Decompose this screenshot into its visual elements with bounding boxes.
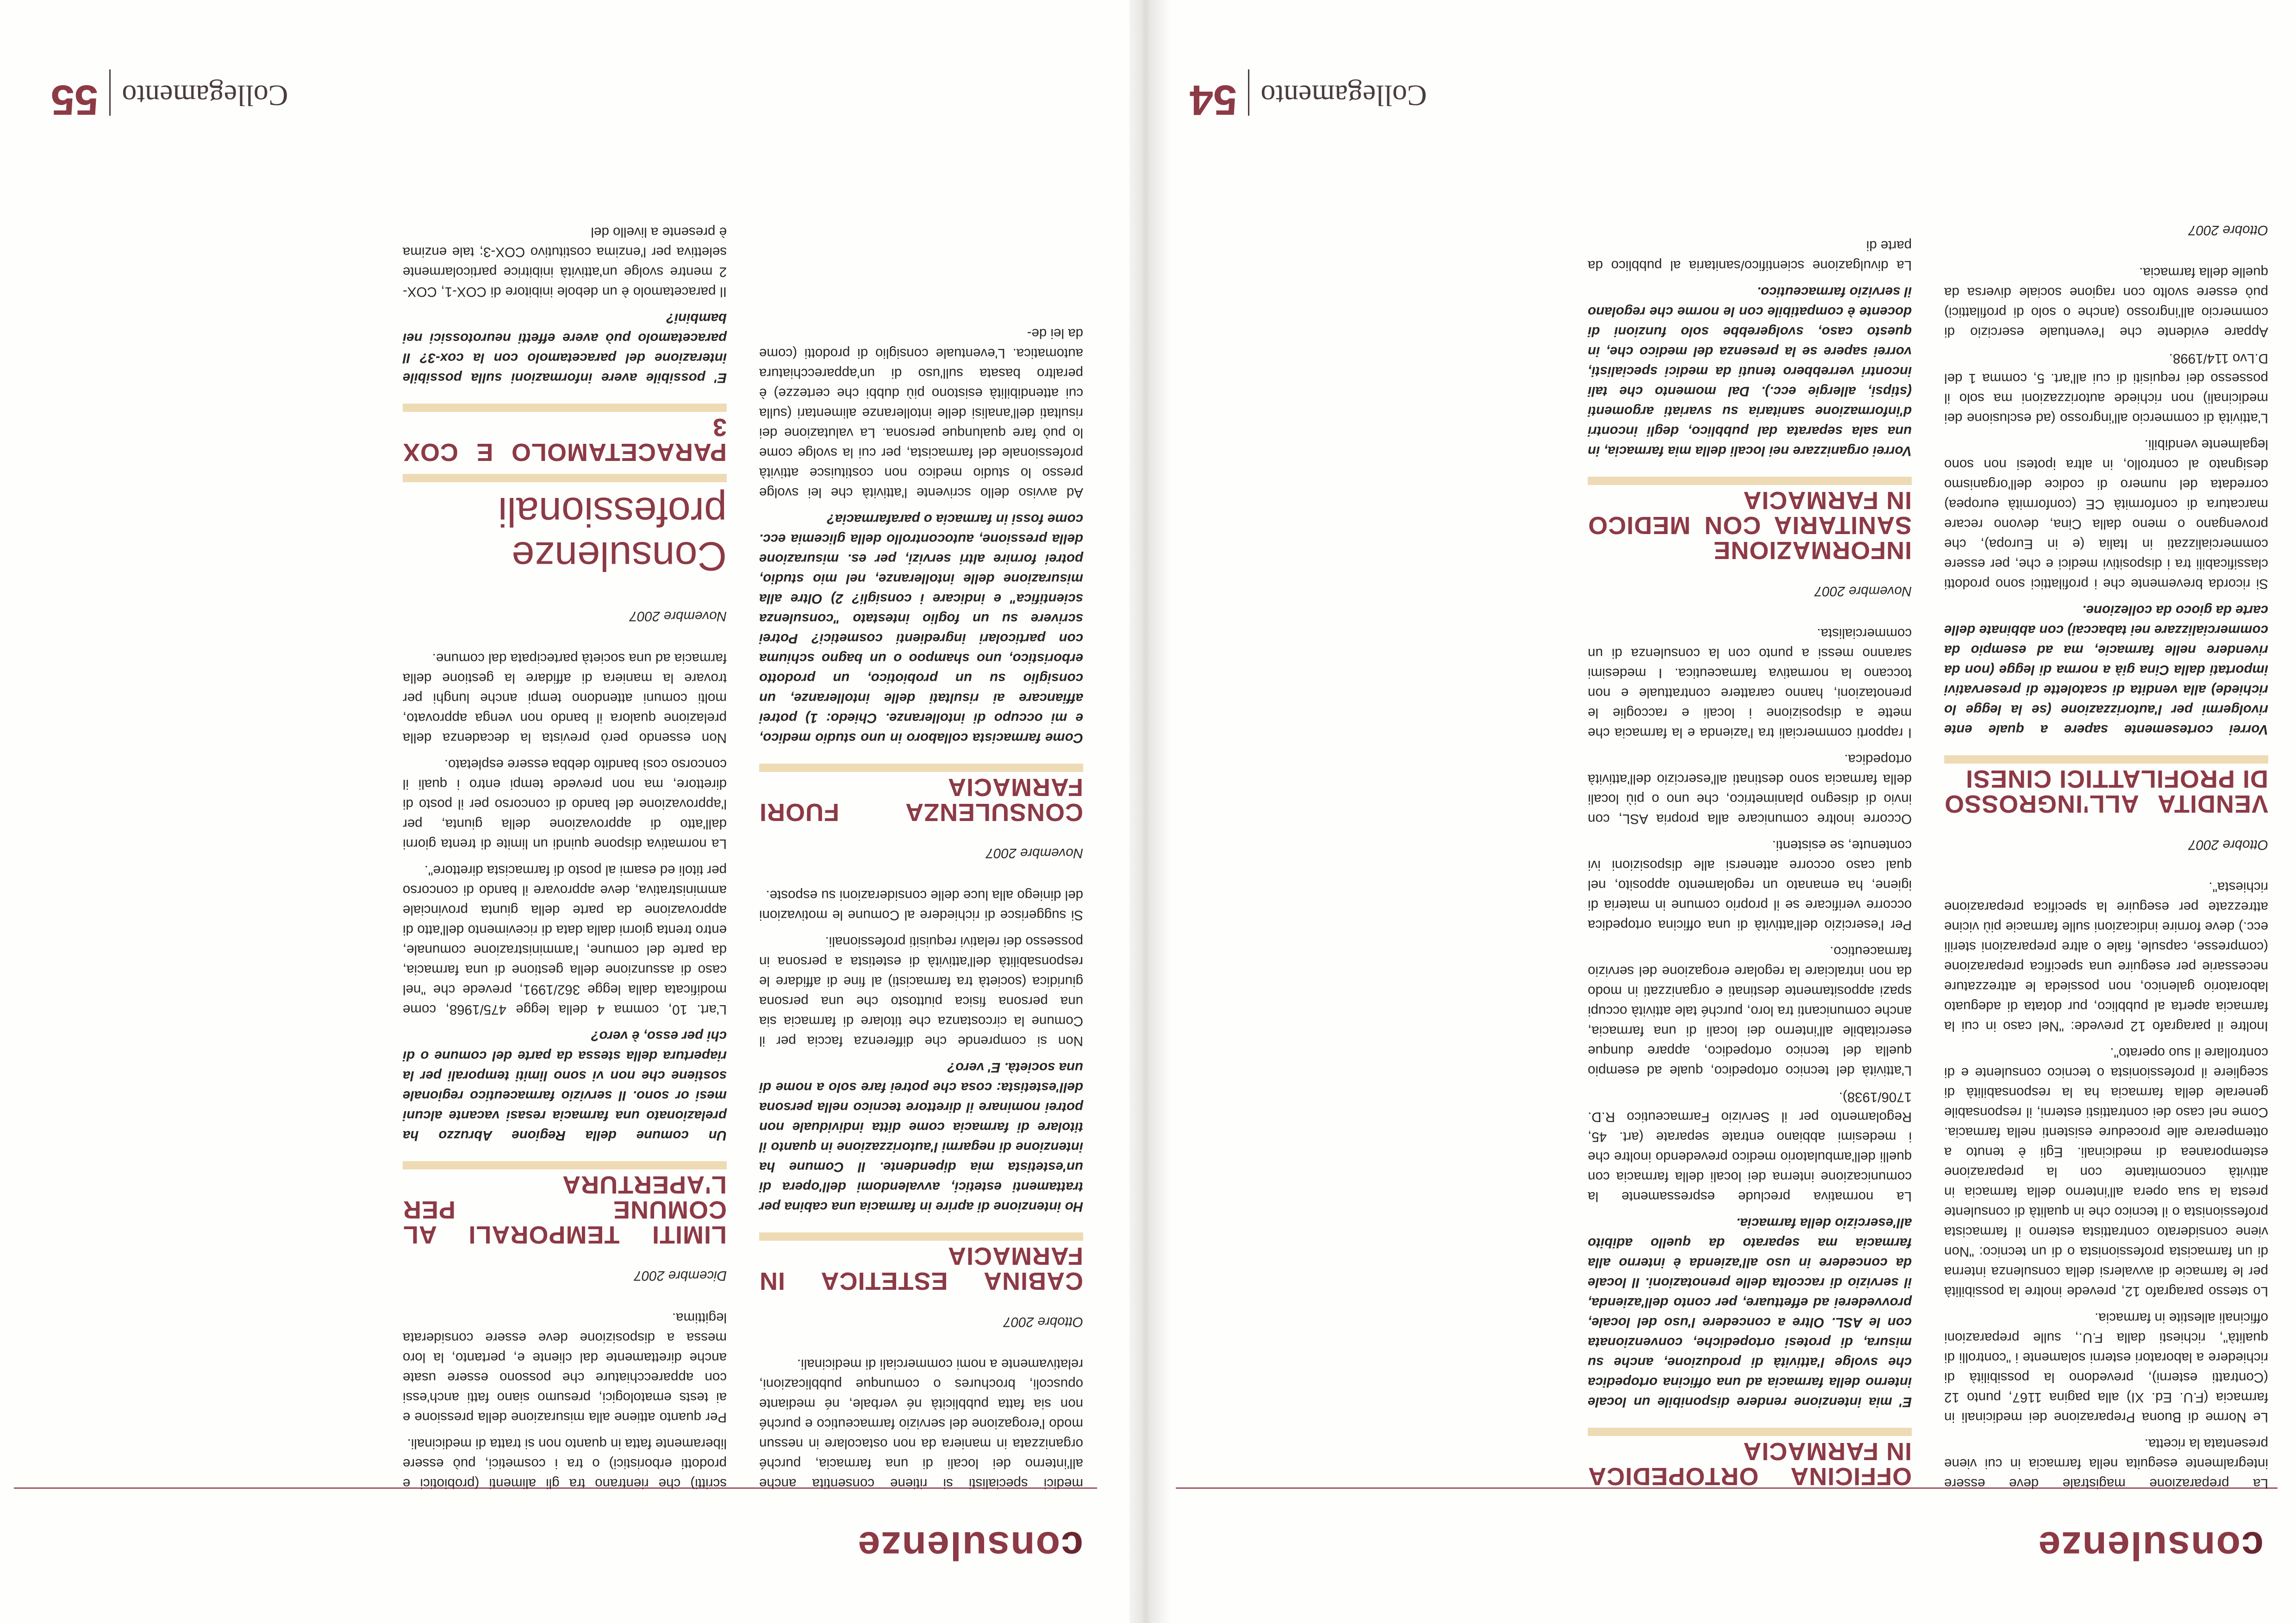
page-number: 55 xyxy=(51,76,99,124)
paragraph: Le Norme di Buona Preparazione dei medicinali in farmacia (F.U. Ed. XI) alla pagina 1167, punto 12 (Contratti esterni), prevedono la possibilità di richiedere a laboratori esterni solamente i "controlli di qualità", richiesti dalla F.U., sulle preparazioni officinali allestite in farmacia. xyxy=(1944,1310,2268,1425)
magazine-name: Collegamento xyxy=(122,79,288,112)
reader-question: Come farmacista collaboro in uno studio medico, e mi occupo di intolleranze. Chiedo: 1) potrei affiancare ai risultati delle intolleranze, un consiglio su un probiotico, un prodotto erboristico, uno shampoo o un bagno schiuma con particolari ingredienti cosmetici? Potrei scrivere su un foglio intestato "consulenza scientifica" e indicare i consigli? 2) Oltre alla misurazione delle intolleranze, nel mio studio, potrei fornire altri servizi, per es. misurazione della pressione, autocontrollo della glicemia ecc. come fossi in farmacia o parafarmacia? xyxy=(759,511,1083,746)
article-heading: PARACETAMOLO E COX 3 xyxy=(403,404,727,465)
column-2 xyxy=(1588,105,1912,1493)
reader-question: Vorrei organizzare nei locali della mia farmacia, in una sala separata dal pubblico, degli incontri d'informazione sanitaria su svariati argomenti (stipsi, allergie ecc.). Dal momento che tali incontri verrebbero tenuti da medici specialisti, vorrei sapere se la presenza del medico che, in questo caso, svolgerebbe solo funzioni di docente è compatibile con le norme che regolano il servizio farmaceutico. xyxy=(1588,284,1912,459)
paragraph: Si suggerisce di richiedere al Comune le motivazioni del diniego alla luce delle considerazioni su esposte. xyxy=(759,888,1083,923)
paragraph: scritti) che rientrano tra gli alimenti (probiotici e prodotti erboristici) o tra i cosmetici, può essere liberamente fatta in quanto non si tratta di medicinali. xyxy=(403,1436,727,1491)
reader-question: Vorrei cortesemente sapere a quale ente rivolgermi per l'autorizzazione (se la legge lo richiede) alla vendita di scatolette di preservativi importati dalla Cina già a norma di legge (non da rivendere nelle farmacie, ma ad esempio da commercializzare nei tabaccai) con abbinate delle carte da gioco da collezione. xyxy=(1944,603,2268,737)
paragraph: Occorre inoltre comunicare alla propria ASL, con invio di disegno planimetrico, che uno o più locali della farmacia sono destinati all'esercizio dell'attività ortopedica. xyxy=(1588,752,1912,827)
paragraph: Non si comprende che differenza faccia per il Comune la circostanza che titolare di farmacia sia una persona fisica piuttosto che una persona giuridica (società tra farmacisti) al fine di affidare le responsabilità dell'attività di estetista a persona in possesso dei relativi requisiti professionali. xyxy=(759,934,1083,1049)
paragraph: La divulgazione scientifico/sanitaria al pubblico da parte di xyxy=(1588,238,1912,273)
paragraph: L'art. 10, comma 4 della legge 475/1968, come modificata dalla legge 362/1991, prevede che "nel caso di assunzione della gestione di una farmacia, da parte del comune, l'amministrazione comunale, entro trenta giorni dalla data di ricevimento dell'atto di approvazione da parte della giunta provinciale amministrativa, deve approvare il bando di concorso per titoli ed esami al posto di farmacista direttore". xyxy=(403,863,727,1017)
article-heading: LIMITI TEMPORALI AL COMUNE PER L'APERTURA xyxy=(403,1161,727,1247)
reader-question: Ho intenzione di aprire in farmacia una cabina per trattamenti estetici, avvalendomi dell'opera di un'estetista mia dipendente. Il Comune ha intenzione di negarmi l'autorizzazione in quanto il titolare di farmacia come ditta individuale non potrei nominare il direttore tecnico nella persona dell'estetista: cosa che potrei fare solo a nome di una società. E' vero? xyxy=(759,1060,1083,1214)
article-date: Novembre 2007 xyxy=(986,846,1083,861)
magazine-name: Collegamento xyxy=(1260,79,1427,112)
page-number: 54 xyxy=(1190,76,1237,124)
footer-divider xyxy=(1248,69,1249,116)
paragraph: Appare evidente che l'eventuale esercizio di commercio all'ingrosso (anche o solo di profilattici) può essere svolto con ragione sociale diversa da quelle della farmacia. xyxy=(1944,265,2268,340)
reader-question: E' possibile avere informazioni sulla possibile interazione del paracetamolo con la cox-3? Il paracetamolo può avere effetti neurotossici nei bambini? xyxy=(403,311,727,386)
paragraph: medici specialisti si ritiene consentita anche all'interno dei locali di una farmacia, purché organizzata in maniera da non ostacolare in nessun modo l'erogazione del servizio farmaceutico e purché non sia fatta pubblicità né verbale, né mediante opuscoli, brochures o comunque pubblicazioni, relativamente a nomi commerciali di medicinali. xyxy=(759,1356,1083,1491)
reader-question: Un comune della Regione Abruzzo ha prelazionato una farmacia resasi vacante alcuni mesi or sono. Il servizio farmaceutico regionale sostiene che non vi sono limiti temporali per la riapertura della stessa da parte del comune o di chi per esso, è vero? xyxy=(403,1028,727,1143)
section-title: Consulenze professionali xyxy=(403,474,727,578)
article-date: Dicembre 2007 xyxy=(634,1268,727,1283)
paragraph: Si ricorda brevemente che i profilattici sono prodotti classificabili tra i dispositivi medici e che, per essere commercializzati in Italia (e in Europa), che provengano o meno dalla Cina, devono recare marcatura di conformità CE (conformità europea) corredata del numero di codice dell'organismo designato al controllo, in altra ipotesi non sono legalmente vendibili. xyxy=(1944,437,2268,591)
reader-question: E' mia intenzione rendere disponibile un locale interno della farmacia ad una officina ortopedica che svolge l'attività di produzione, anche su misura, di protesi ortopediche, convenzionata con le ASL. Oltre a concedere l'uso del locale, provvederei ad effettuare, per conto dell'azienda, il servizio di raccolta delle prenotazioni. Il locale da concedere in uso all'azienda è interno alla farmacia ma separato da quello adibito all'esercizio della farmacia. xyxy=(1588,1215,1912,1410)
page-footer xyxy=(51,69,288,124)
paragraph: La preparazione magistrale deve essere integralmente eseguita nella farmacia in cui viene presentata la ricetta. xyxy=(1944,1436,2268,1491)
paragraph: La normativa preclude espressamente la comunicazione interna dei locali della farmacia con quelli dell'ambulatorio medico prevedendo inoltre che i medesimi abbiano entrate separate (art. 45, Regolamento per il Servizio Farmaceutico R.D. 1706/1938). xyxy=(1588,1089,1912,1204)
page-54 xyxy=(1162,0,2296,1623)
paragraph: I rapporti commerciali tra l'azienda e la farmacia che mette a disposizione i locali e raccoglie le prenotazioni, hanno carattere contrattuale e non toccano la normativa farmaceutica. I medesimi saranno messi a punto con la consulenza di un commercialista. xyxy=(1588,626,1912,740)
paragraph: Per quanto attiene alla misurazione della pressione e ai tests ematologici, presumo siano fatti anch'essi con apparecchiature che possono essere usate anche direttamente dal cliente e, pertanto, la loro messa a disposizione deve essere considerata legittima. xyxy=(403,1310,727,1425)
section-label-text: onsulenze xyxy=(857,1524,1061,1568)
footer-divider xyxy=(109,69,111,116)
article-heading: CABINA ESTETICA IN FARMACIA xyxy=(759,1232,1083,1293)
article-date: Ottobre 2007 xyxy=(2188,223,2268,238)
article-date: Ottobre 2007 xyxy=(1003,1314,1083,1330)
paragraph: Ad avviso dello scrivente l'attività che lei svolge presso lo studio medico non costituisce attività professionale del farmacista, per cui la svolge come lo può fare qualunque persona. La valutazione dei risultati dell'analisi delle intolleranze alimentari (sulla cui attendibilità esistono più dubbi che certezze) è peraltro basata sull'uso di un'apparecchiatura automatica. L'eventuale consiglio di prodotti (come da lei de- xyxy=(759,326,1083,500)
column-1 xyxy=(1944,105,2268,1493)
paragraph: Il paracetamolo è un debole inibitore di COX-1, COX-2 mentre svolge un'attività inibitrice particolarmente selettiva per l'enzima costitutivo COX-3; tale enzima è presente a livello del xyxy=(403,224,727,299)
column-1 xyxy=(759,105,1083,1493)
paragraph: Inoltre il paragrafo 12 prevede: "Nel caso in cui la farmacia aperta al pubblico, pur dotata di adeguato laboratorio galenico, non possieda le attrezzature necessarie per eseguire una specifica preparazione (compresse, capsule, fiale o altre preparazioni sterili ecc.) deve fornire indicazioni sulle farmacie più vicine attrezzate per eseguire la specifica preparazione richiesta". xyxy=(1944,879,2268,1034)
article-date: Ottobre 2007 xyxy=(2188,837,2268,852)
paragraph: La normativa dispone quindi un limite di trenta giorni dall'atto di approvazione della giunta, per l'approvazione del bando di concorso per il posto di direttore, ma non prevede tempi entro i quali il concorso così bandito debba essere espletato. xyxy=(403,757,727,852)
paragraph: L'attività del tecnico ortopedico, quale ad esempio quella del tecnico ortopedico, appare dunque esercitabile all'interno dei locali di una farmacia, anche comunicanti tra loro, purché tale attività occupi spazi appositamente destinati e organizzati in modo da non intralciare la regolare erogazione del servizio farmaceutico. xyxy=(1588,944,1912,1078)
article-date: Novembre 2007 xyxy=(1815,584,1912,599)
section-label-initial: c xyxy=(2240,1524,2264,1568)
article-heading: CONSULENZA FUORI FARMACIA xyxy=(759,764,1083,825)
page-footer xyxy=(1190,69,1427,124)
paragraph: L'attività di commercio all'ingrosso (ad esclusione dei medicinali) non richiede autorizzazioni ma solo il possesso dei requisiti di cui all'art. 5, comma 1 del D.Lvo 114/1998. xyxy=(1944,351,2268,426)
paragraph: Lo stesso paragrafo 12, prevede inoltre la possibilità per le farmacie di avvalersi della consulenza interna di un farmacista professionista o di un tecnico: "Non viene considerato contrattista esterno il farmacista professionista o il tecnico che in qualità di consulente presta la sua opera all'interno della farmacia in attività concomitante con la preparazione estemporanea di medicinali. Egli è tenuto a ottemperare alle procedure esistenti nella farmacia. Come nel caso dei contrattisti esterni, il responsabile generale della farmacia ha la responsabilità di scegliere il professionista o tecnico consulente e di controllare il suo operato". xyxy=(1944,1045,2268,1299)
column-2 xyxy=(403,105,727,1493)
paragraph: Non essendo però prevista la decadenza della prelazione qualora il bando non venga approvato, molti comuni attendono tempi anche lunghi per trovare la maniera di affidare la gestione della farmacia ad una società partecipata dal comune. xyxy=(403,651,727,746)
section-label-text: onsulenze xyxy=(2037,1524,2241,1568)
section-label-initial: c xyxy=(1060,1524,1083,1568)
article-heading: VENDITA ALL'INGROSSO DI PROFILATTICI CINESI xyxy=(1944,755,2268,816)
article-heading: INFORMAZIONE SANITARIA CON MEDICO IN FARMACIA xyxy=(1588,477,1912,563)
article-date: Novembre 2007 xyxy=(630,609,727,624)
section-label xyxy=(857,1523,1083,1568)
article-heading: OFFICINA ORTOPEDICA IN FARMACIA xyxy=(1588,1428,1912,1489)
paragraph: Per l'esercizio dell'attività di una officina ortopedica occorre verificare se il proprio comune in materia di igiene, ha emanato un regolamento apposito, nel qual caso occorre attenersi alle disposizioni ivi contenute, se esistenti. xyxy=(1588,838,1912,933)
section-label xyxy=(2038,1523,2264,1568)
page-55 xyxy=(0,0,1129,1623)
